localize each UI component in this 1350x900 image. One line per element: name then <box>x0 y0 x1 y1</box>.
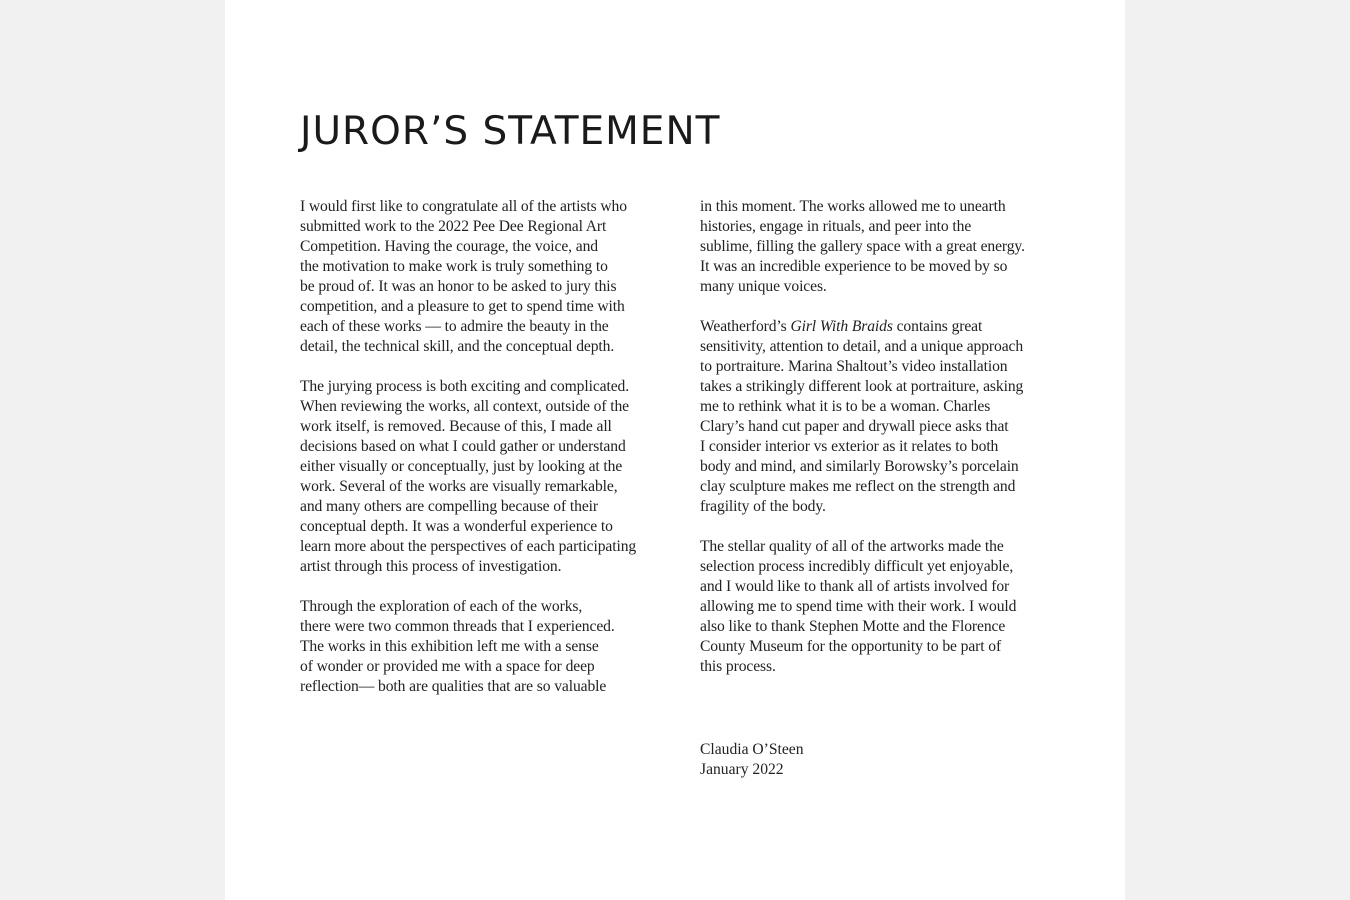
text-line: I consider interior vs exterior as it relates to both <box>700 438 999 455</box>
text-line: competition, and a pleasure to get to spend time with <box>300 298 625 315</box>
text-line: takes a strikingly different look at portraiture, asking <box>700 378 1024 395</box>
text-line: Through the exploration of each of the works, <box>300 598 583 615</box>
text-line: learn more about the perspectives of each participating <box>300 538 637 555</box>
paragraph-congratulations <box>300 197 660 357</box>
left-column <box>300 197 660 717</box>
text-line: to portraiture. Marina Shaltout’s video installation <box>700 358 1008 375</box>
text-line: each of these works — to admire the beauty in the <box>300 318 609 335</box>
text-line: in this moment. The works allowed me to unearth <box>700 198 1006 215</box>
text-line: me to rethink what it is to be a woman. Charles <box>700 398 991 415</box>
text-line: this process. <box>700 658 776 675</box>
text-line: I would first like to congratulate all of the artists who <box>300 198 627 215</box>
paragraph-common-threads <box>300 597 660 697</box>
text-line: histories, engage in rituals, and peer into the <box>700 218 972 235</box>
text-line: also like to thank Stephen Motte and the Florence <box>700 618 1006 635</box>
paragraph-thanks <box>700 537 1060 677</box>
text-line: the motivation to make work is truly something to <box>300 258 608 275</box>
text-fragment: contains great <box>892 318 983 335</box>
page-title: JUROR’S STATEMENT <box>300 109 721 154</box>
text-line: The jurying process is both exciting and complicated. <box>300 378 630 395</box>
text-line: there were two common threads that I experienced. <box>300 618 615 635</box>
text-line: be proud of. It was an honor to be asked to jury this <box>300 278 617 295</box>
signature-date: January 2022 <box>700 761 784 778</box>
artwork-title: Girl With Braids <box>790 318 893 335</box>
paragraph-in-this-moment <box>700 197 1060 297</box>
text-line: When reviewing the works, all context, outside of the <box>300 398 630 415</box>
text-line: conceptual depth. It was a wonderful experience to <box>300 518 613 535</box>
text-line: The works in this exhibition left me with a sense <box>300 638 599 655</box>
text-line: and I would like to thank all of artists involved for <box>700 578 1010 595</box>
signature-name: Claudia O’Steen <box>700 741 804 758</box>
text-line: allowing me to spend time with their work. I would <box>700 598 1017 615</box>
text-line: body and mind, and similarly Borowsky’s porcelain <box>700 458 1019 475</box>
text-line: reflection— both are qualities that are so valuable <box>300 678 607 695</box>
paragraph-jurying-process <box>300 377 660 577</box>
text-line: many unique voices. <box>700 278 827 295</box>
text-line: detail, the technical skill, and the conceptual depth. <box>300 338 615 355</box>
text-line: Clary’s hand cut paper and drywall piece asks that <box>700 418 1009 435</box>
text-line: sensitivity, attention to detail, and a unique approach <box>700 338 1024 355</box>
text-line: Competition. Having the courage, the voice, and <box>300 238 598 255</box>
text-line: The stellar quality of all of the artworks made the <box>700 538 1004 555</box>
text-fragment: Weatherford’s <box>700 318 791 335</box>
signature-block <box>700 740 804 780</box>
text-line: work. Several of the works are visually remarkable, <box>300 478 618 495</box>
text-line: County Museum for the opportunity to be part of <box>700 638 1002 655</box>
paragraph-artwork-highlights <box>700 317 1060 517</box>
text-line-with-title <box>700 317 1060 337</box>
text-line: either visually or conceptually, just by looking at the <box>300 458 623 475</box>
text-line: of wonder or provided me with a space for deep <box>300 658 595 675</box>
text-line: sublime, filling the gallery space with a great energy. <box>700 238 1025 255</box>
document-page <box>225 0 1125 900</box>
text-line: artist through this process of investigation. <box>300 558 562 575</box>
text-line: and many others are compelling because of their <box>300 498 598 515</box>
text-line: decisions based on what I could gather or understand <box>300 438 626 455</box>
text-line: submitted work to the 2022 Pee Dee Regional Art <box>300 218 607 235</box>
text-line: fragility of the body. <box>700 498 826 515</box>
text-line: selection process incredibly difficult yet enjoyable, <box>700 558 1014 575</box>
text-line: clay sculpture makes me reflect on the strength and <box>700 478 1016 495</box>
right-column <box>700 197 1060 697</box>
text-line: It was an incredible experience to be moved by so <box>700 258 1008 275</box>
text-line: work itself, is removed. Because of this, I made all <box>300 418 612 435</box>
